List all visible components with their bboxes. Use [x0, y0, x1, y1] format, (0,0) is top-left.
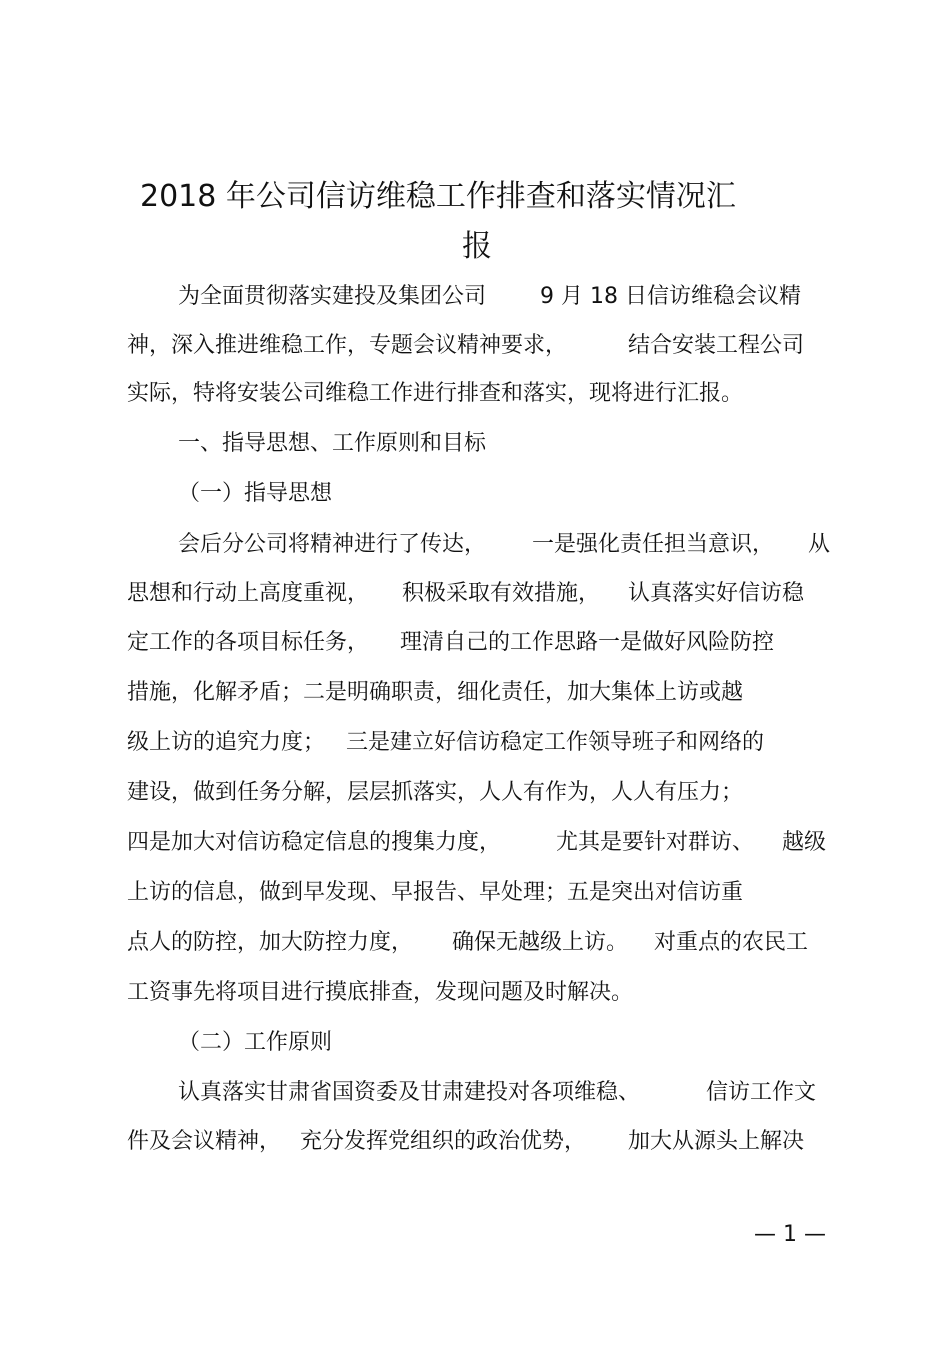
text-segment: 点人的防控，加大防控力度，	[127, 930, 414, 955]
text-segment: 信访工作文	[706, 1080, 817, 1105]
text-segment: 件及会议精神，	[127, 1129, 282, 1154]
text-segment: 越级	[782, 830, 827, 855]
text-segment: 神，深入推进维稳工作，专题会议精神要求，	[127, 333, 568, 358]
section-heading-text: 一、指导思想、工作原则和目标	[178, 431, 487, 456]
subsection-heading-text: （二）工作原则	[178, 1030, 333, 1055]
text-segment: 积极采取有效措施，	[402, 581, 601, 606]
text-segment: 思想和行动上高度重视，	[127, 581, 370, 606]
text-segment: 9 月 18 日信访维稳会议精	[540, 284, 801, 309]
text-segment: 为全面贯彻落实建投及集团公司	[178, 284, 487, 309]
text-segment: 从	[808, 532, 831, 557]
text-segment: 尤其是要针对群访、	[556, 830, 755, 855]
text-segment: 级上访的追究力度；	[127, 730, 326, 755]
text-segment: 实际，特将安装公司维稳工作进行排查和落实，现将进行汇报。	[127, 381, 744, 406]
text-segment: 建设，做到任务分解，层层抓落实，人人有作为，人人有压力；	[127, 780, 744, 805]
text-segment: 认真落实甘肃省国资委及甘肃建投对各项维稳、	[178, 1080, 641, 1105]
text-segment: 上访的信息，做到早发现、早报告、早处理；五是突出对信访重	[127, 880, 744, 905]
subsection-heading-text: （一）指导思想	[178, 481, 333, 506]
text-segment: 一是强化责任担当意识，	[532, 532, 775, 557]
text-segment: 对重点的农民工	[654, 930, 809, 955]
text-segment: 结合安装工程公司	[628, 333, 805, 358]
page-number: — 1 —	[754, 1222, 826, 1247]
text-segment: 充分发挥党组织的政治优势，	[300, 1129, 587, 1154]
text-segment: 会后分公司将精神进行了传达，	[178, 532, 487, 557]
text-segment: 确保无越级上访。	[452, 930, 629, 955]
document-title-line-1: 2018 年公司信访维稳工作排查和落实情况汇	[140, 179, 736, 214]
text-segment: 三是建立好信访稳定工作领导班子和网络的	[346, 730, 765, 755]
text-segment: 理清自己的工作思路一是做好风险防控	[400, 630, 775, 655]
text-segment: 加大从源头上解决	[628, 1129, 805, 1154]
text-segment: 定工作的各项目标任务，	[127, 630, 370, 655]
text-segment: 四是加大对信访稳定信息的搜集力度，	[127, 830, 502, 855]
text-segment: 认真落实好信访稳	[628, 581, 805, 606]
text-segment: 措施，化解矛盾；二是明确职责，细化责任，加大集体上访或越	[127, 680, 744, 705]
text-segment: 工资事先将项目进行摸底排查，发现问题及时解决。	[127, 980, 634, 1005]
document-title-line-2: 报	[462, 229, 492, 264]
